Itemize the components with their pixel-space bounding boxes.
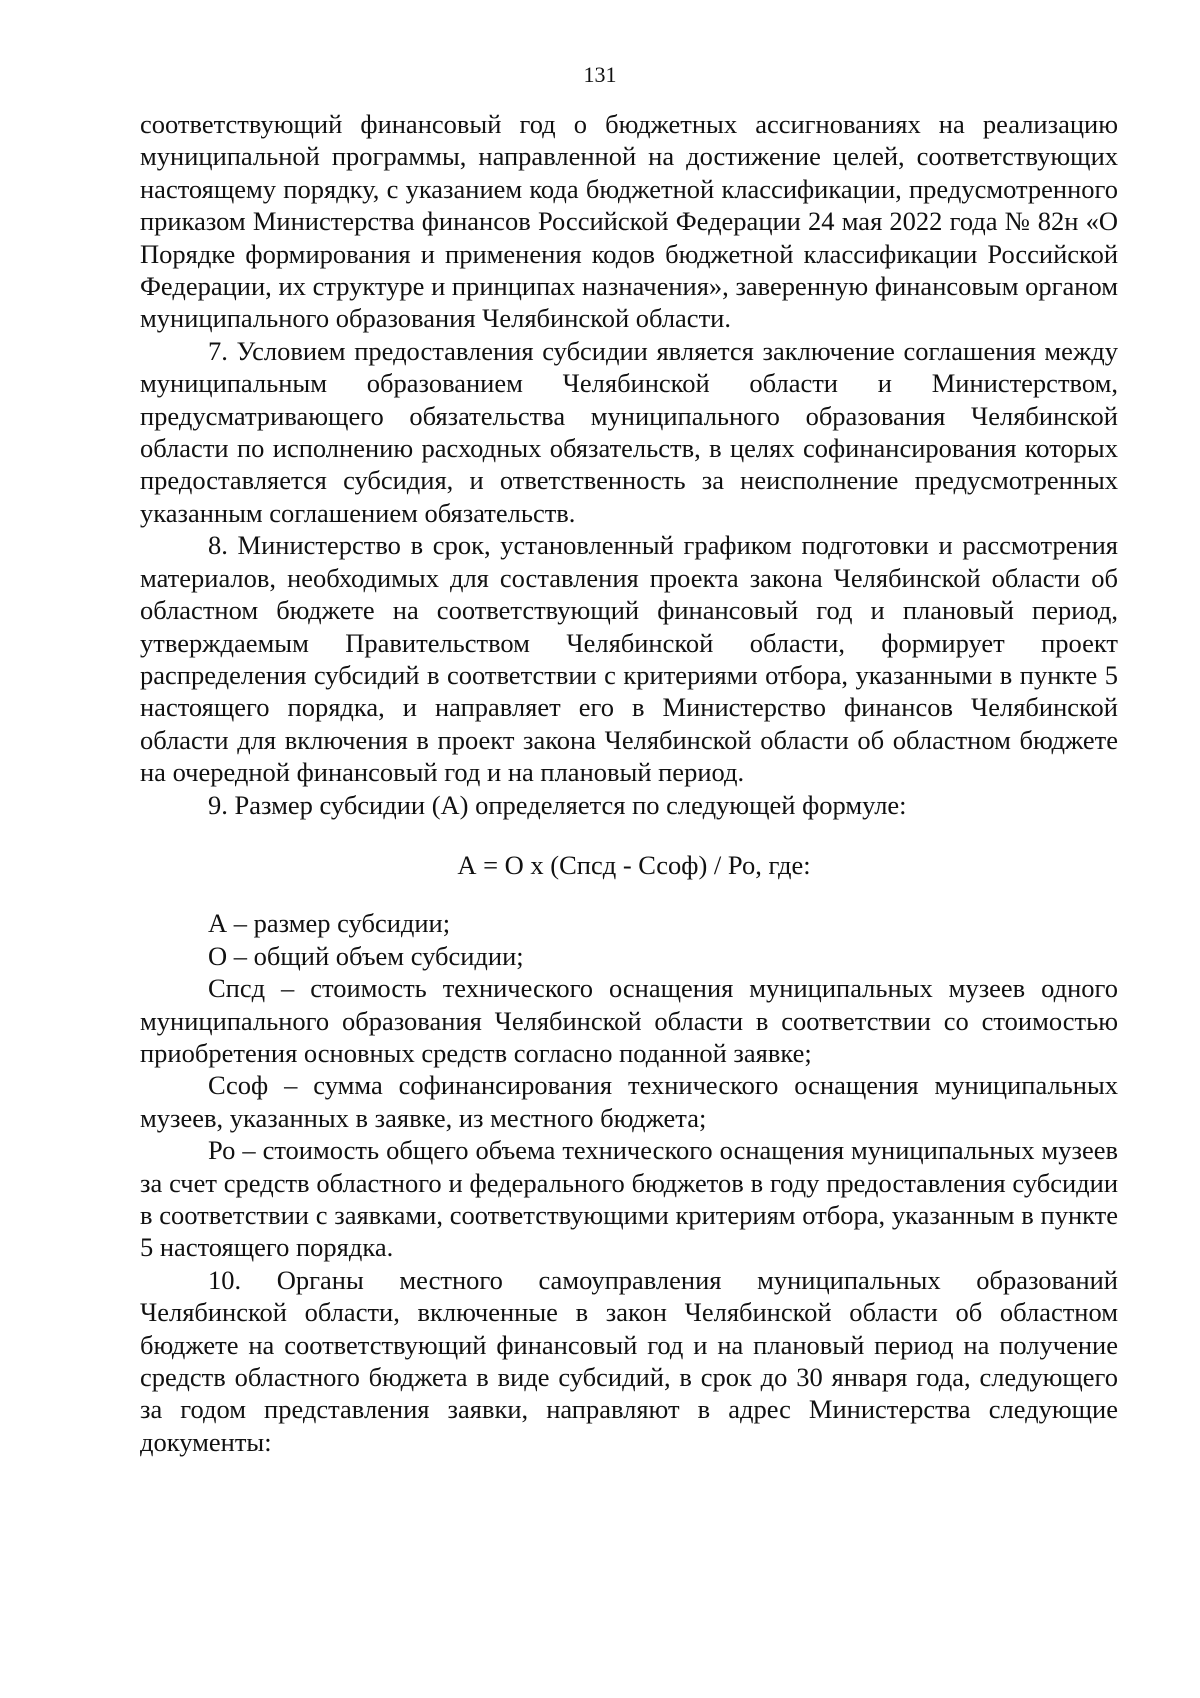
definition-ssof: Ссоф – сумма софинансирования технического оснащения муниципальных музеев, указанных в заявке, из местного бюджета; [140,1070,1118,1133]
paragraph-10: 10. Органы местного самоуправления муниципальных образований Челябинской области, включенные в закон Челябинской области об областном бюджете на соответствующий финансовый год и на плановый период на получение средств областного бюджета в виде субсидий, в срок до 30 января года, следующего за годом представления заявки, направляют в адрес Министерства следующие документы: [140,1264,1118,1457]
paragraph-7: 7. Условием предоставления субсидии является заключение соглашения между муниципальным образованием Челябинской области и Министерством, предусматривающего обязательства муниципального образования Челябинской области по исполнению расходных обязательств, в целях софинансирования которых предоставляется субсидия, и ответственность за неисполнение предусмотренных указанным соглашением обязательств. [140,335,1118,528]
document-body [140,108,1118,1458]
paragraph-8: 8. Министерство в срок, установленный графиком подготовки и рассмотрения материалов, необходимых для составления проекта закона Челябинской области об областном бюджете на соответствующий финансовый год и плановый период, утверждаемым Правительством Челябинской области, формирует проект распределения субсидий в соответствии с критериями отбора, указанными в пункте 5 настоящего порядка, и направляет его в Министерство финансов Челябинской области для включения в проект закона Челябинской области об областном бюджете на очередной финансовый год и на плановый период. [140,530,1118,788]
definition-spsd: Спсд – стоимость технического оснащения муниципальных музеев одного муниципального образования Челябинской области в соответствии со стоимостью приобретения основных средств согласно поданной заявке; [140,973,1118,1068]
definition-o: О – общий объем субсидии; [208,940,524,971]
paragraph-9: 9. Размер субсидии (А) определяется по следующей формуле: [208,789,907,820]
subsidy-formula: А = О х (Спсд - Ссоф) / Ро, где: [457,849,811,880]
definition-ro: Ро – стоимость общего объема технического оснащения муниципальных музеев за счет средств областного и федерального бюджетов в году предоставления субсидии в соответствии с заявками, соответствующими критериям отбора, указанным в пункте 5 настоящего порядка. [140,1135,1118,1263]
definition-a: А – размер субсидии; [208,908,451,939]
paragraph-continuation: соответствующий финансовый год о бюджетных ассигнованиях на реализацию муниципальной программы, направленной на достижение целей, соответствующих настоящему порядку, с указанием кода бюджетной классификации, предусмотренного приказом Министерства финансов Российской Федерации 24 мая 2022 года № 82н «О Порядке формирования и применения кодов бюджетной классификации Российской Федерации, их структуре и принципах назначения», заверенную финансовым органом муниципального образования Челябинской области. [140,109,1118,334]
page-number: 131 [583,62,617,87]
